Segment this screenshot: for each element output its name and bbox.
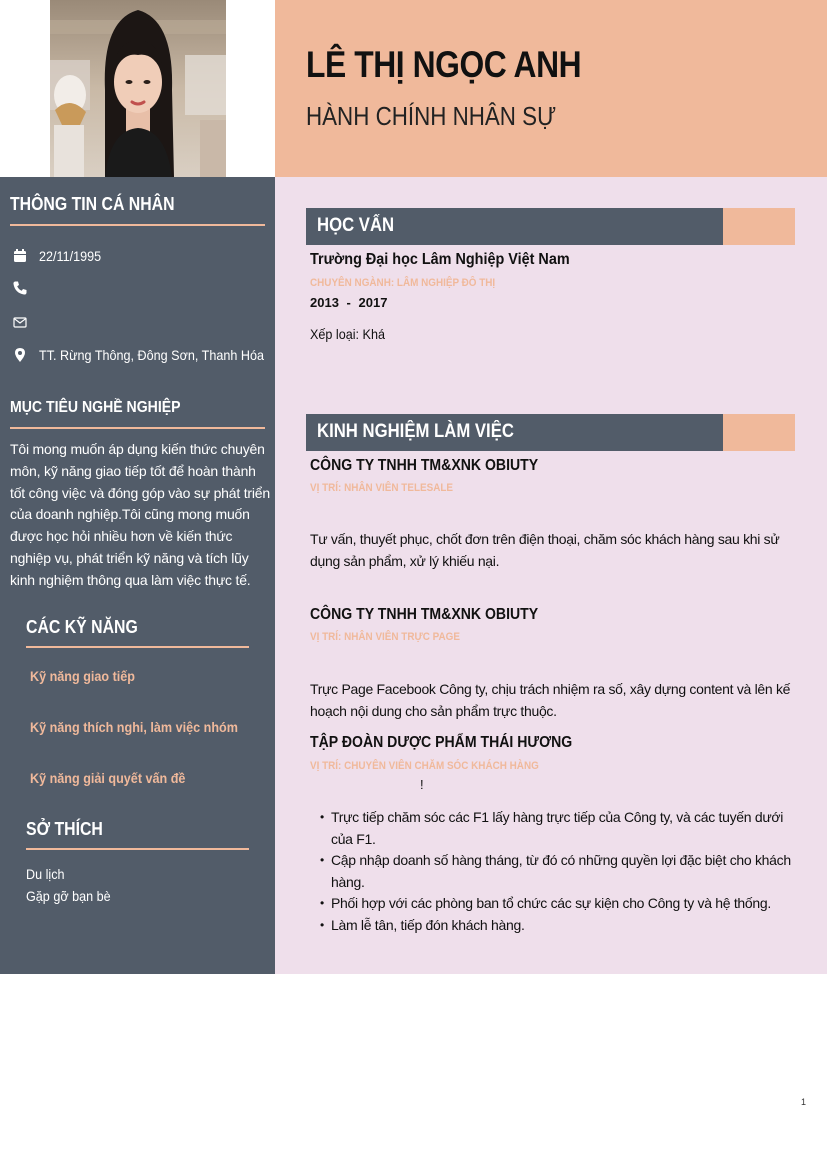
education-heading-bar (306, 208, 723, 245)
candidate-name: LÊ THỊ NGỌC ANH (306, 44, 582, 85)
birthday-row (12, 248, 108, 264)
duty-item: • Cập nhập doanh số hàng tháng, từ đó có những quyền lợi đặc biệt cho khách hàng. (315, 850, 805, 893)
phone-icon (12, 280, 28, 296)
skills-heading: CÁC KỸ NĂNG (26, 617, 138, 637)
objective-text: Tôi mong muốn áp dụng kiến thức chuyên môn, kỹ năng giao tiếp tốt để hoàn thành tốt công việc và đóng góp vào sự phát triển của doanh nghiệp.Tôi cũng mong muốn được học hỏi nhiều hơn về kiến thức nghiệp vụ, phát triển kỹ năng và tích lũy kinh nghiệm thông qua làm việc thực tế. (10, 441, 270, 588)
duty-item: • Trực tiếp chăm sóc các F1 lấy hàng trực tiếp của Công ty, và các tuyến dưới của F1. (315, 807, 805, 850)
education-heading: HỌC VẤN (317, 215, 395, 236)
address-row (12, 347, 289, 363)
main-content (275, 177, 827, 974)
hobby-item: Gặp gỡ bạn bè (26, 888, 111, 904)
duties-list (315, 807, 805, 936)
skill-item: Kỹ năng thích nghi, làm việc nhóm (30, 719, 238, 735)
duty-item: • Phối hợp với các phòng ban tổ chức các sự kiện cho Công ty và hệ thống. (315, 893, 805, 915)
end-year: 2017 (358, 295, 388, 310)
objective-heading: MỤC TIÊU NGHỀ NGHIỆP (10, 399, 181, 416)
experience-heading: KINH NGHIỆM LÀM VIỆC (317, 421, 514, 442)
hobbies-heading: SỞ THÍCH (26, 819, 103, 839)
envelope-icon (12, 314, 28, 330)
profile-photo (50, 0, 226, 177)
experience-heading-bar (306, 414, 723, 451)
profile-photo-image (50, 0, 226, 177)
job-description: Tư vấn, thuyết phục, chốt đơn trên điện thoại, chăm sóc khách hàng sau khi sử dụng sản phẩm, xử lý khiếu nại. (310, 531, 780, 569)
phone-row (12, 280, 39, 296)
map-pin-icon (12, 347, 28, 363)
calendar-icon (12, 248, 28, 264)
page-number: 1 (801, 1097, 807, 1107)
address-text: TT. Rừng Thông, Đông Sơn, Thanh Hóa (39, 347, 264, 363)
company-name: TẬP ĐOÀN DƯỢC PHẨM THÁI HƯƠNG (310, 734, 573, 751)
header (275, 0, 827, 177)
company-name: CÔNG TY TNHH TM&XNK OBIUTY (310, 606, 539, 623)
job-description: Trực Page Facebook Công ty, chịu trách nhiệm ra số, xây dựng content và lên kế hoạch nội dung cho sản phẩm trực thuộc. (310, 681, 791, 719)
job-position: VỊ TRÍ: CHUYÊN VIÊN CHĂM SÓC KHÁCH HÀNG (310, 760, 539, 772)
job-title: HÀNH CHÍNH NHÂN SỰ (306, 101, 557, 131)
personal-info-heading: THÔNG TIN CÁ NHÂN (10, 194, 175, 214)
email-row (12, 314, 39, 330)
hobby-item: Du lịch (26, 866, 65, 882)
birthday-text: 22/11/1995 (39, 248, 102, 264)
skill-item: Kỹ năng giải quyết vấn đề (30, 770, 186, 786)
skill-item: Kỹ năng giao tiếp (30, 668, 136, 684)
personal-info-rule (10, 224, 265, 226)
job-position: VỊ TRÍ: NHÂN VIÊN TELESALE (310, 482, 454, 494)
photo-area (0, 0, 275, 177)
school-name: Trường Đại học Lâm Nghiệp Việt Nam (310, 251, 570, 268)
skills-rule (26, 646, 249, 648)
stray-mark: ! (420, 777, 424, 792)
education-years (310, 295, 387, 310)
year-separator: - (346, 295, 351, 310)
objective-rule (10, 427, 265, 429)
company-name: CÔNG TY TNHH TM&XNK OBIUTY (310, 457, 539, 474)
rank-text: Xếp loại: Khá (310, 326, 385, 342)
major-text: CHUYÊN NGÀNH: LÂM NGHIỆP ĐÔ THỊ (310, 277, 496, 289)
hobbies-rule (26, 848, 249, 850)
experience-heading-accent (723, 414, 795, 451)
job-position: VỊ TRÍ: NHÂN VIÊN TRỰC PAGE (310, 631, 460, 643)
start-year: 2013 (310, 295, 339, 310)
sidebar (0, 177, 275, 974)
education-heading-accent (723, 208, 795, 245)
duty-item: • Làm lễ tân, tiếp đón khách hàng. (315, 915, 805, 937)
